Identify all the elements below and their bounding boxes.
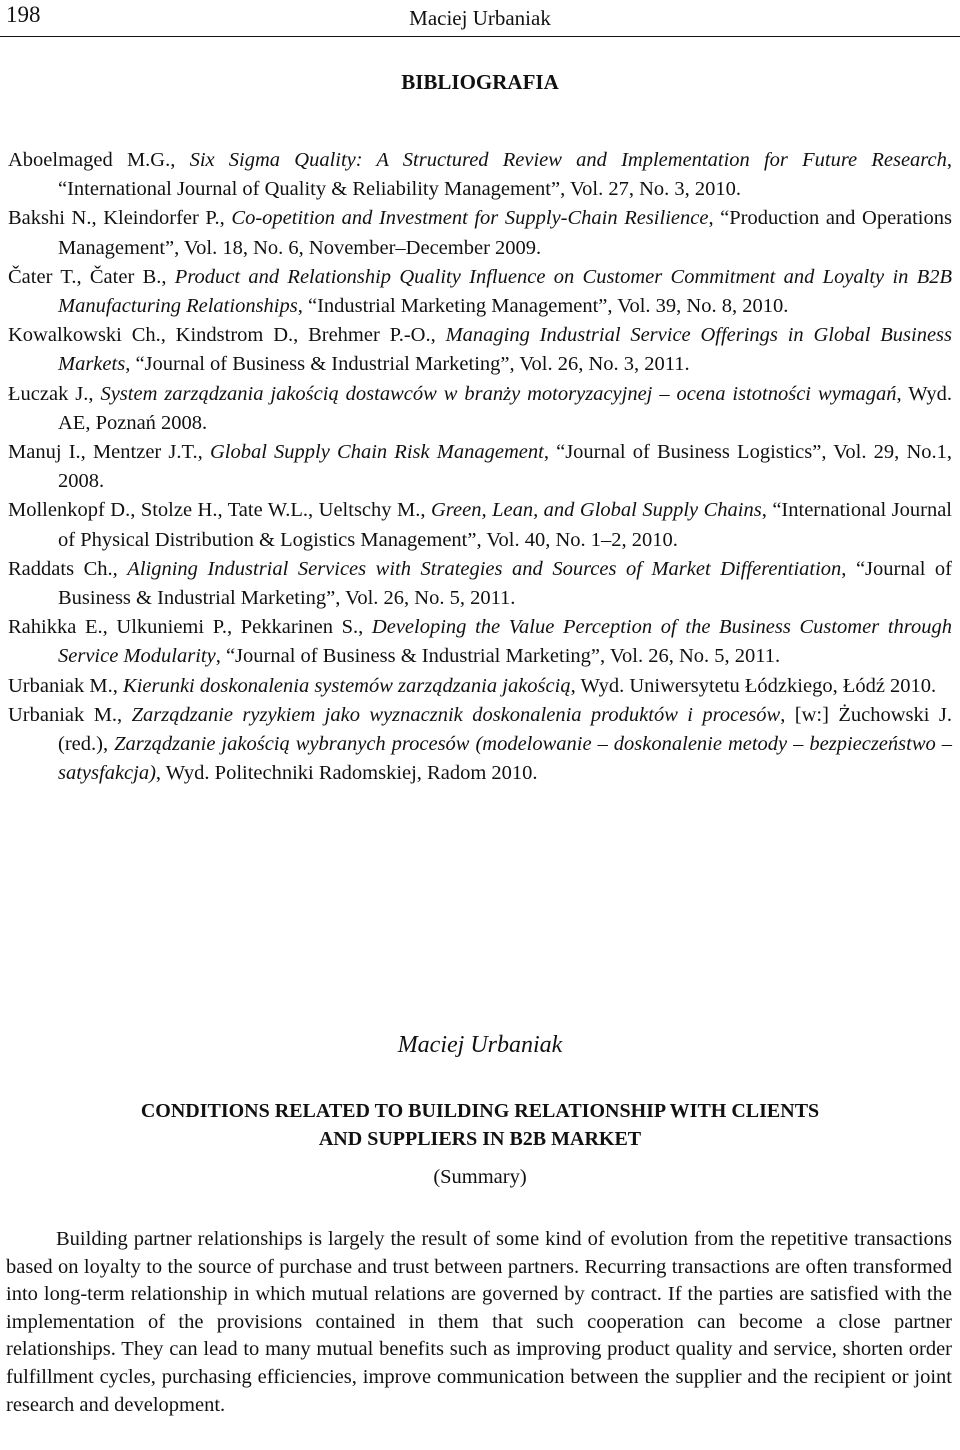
reference-title: Product and Relationship Quality Influence on Customer Commitment and Loyalty in B2B Manufacturing Relationships bbox=[58, 265, 952, 318]
reference-item: Aboelmaged M.G., Six Sigma Quality: A Structured Review and Implementation for Future Research, “International Journal of Quality & Reliability Management”, Vol. 27, No. 3, 2010. bbox=[8, 149, 952, 201]
reference-item: Urbaniak M., Kierunki doskonalenia systemów zarządzania jakością, Wyd. Uniwersytetu Łódzkiego, Łódź 2010. bbox=[8, 674, 937, 697]
reference-title: Developing the Value Perception of the Business Customer through Service Modularity bbox=[58, 616, 952, 668]
reference-title: Zarządzanie ryzykiem jako wyznacznik doskonalenia produktów i procesów bbox=[131, 703, 781, 726]
reference-item: Raddats Ch., Aligning Industrial Services with Strategies and Sources of Market Differentiation, “Journal of Business & Industrial Marketing”, Vol. 26, No. 5, 2011. bbox=[8, 557, 953, 610]
reference-title: Zarządzanie jakością wybranych procesów (modelowanie – doskonalenie metody – bezpieczeństwo – satysfakcja) bbox=[58, 733, 952, 785]
reference-title: System zarządzania jakością dostawców w branży motoryzacyjnej – ocena istotności wymagań bbox=[100, 382, 897, 405]
reference-item: Łuczak J., System zarządzania jakością dostawców w branży motoryzacyjnej – ocena istotności wymagań, Wyd. AE, Poznań 2008. bbox=[8, 382, 952, 434]
reference-title: Global Supply Chain Risk Management bbox=[209, 441, 544, 464]
page-number: 198 bbox=[6, 2, 41, 27]
bibliography-list bbox=[8, 146, 952, 788]
header-rule bbox=[0, 36, 960, 37]
reference-item: Bakshi N., Kleindorfer P., Co-opetition and Investment for Supply-Chain Resilience, “Production and Operations Management”, Vol. 18, No. 6, November–December 2009. bbox=[8, 207, 952, 259]
summary-title: CONDITIONS RELATED TO BUILDING RELATIONSHIP WITH CLIENTS AND SUPPLIERS IN B2B MARKET bbox=[140, 1100, 820, 1150]
reference-item: Rahikka E., Ulkuniemi P., Pekkarinen S., Developing the Value Perception of the Business Customer through Service Modularity, “Journal of Business & Industrial Marketing”, Vol. 26, No. 5, 2011. bbox=[8, 616, 952, 668]
running-head-author: Maciej Urbaniak bbox=[409, 6, 551, 30]
summary-author: Maciej Urbaniak bbox=[397, 1032, 563, 1058]
summary-body: Building partner relationships is largely the result of some kind of evolution from the repetitive transactions based on loyalty to the source of purchase and trust between partners. Recurring transactions are often transformed into long-term relationship in which mutual relations are governed by contract. If the parties are satisfied with the implementation of the provisions contained in them that such cooperation can become a close partner relationships. They can lead to many mutual benefits such as improving product quality and service, shorten order fulfillment cycles, purchasing efficiencies, improve communication between the supplier and the recipient or joint research and development. bbox=[6, 1228, 952, 1416]
reference-item: Čater T., Čater B., Product and Relationship Quality Influence on Customer Commitment and Loyalty in B2B Manufacturing Relationships, “Industrial Marketing Management”, Vol. 39, No. 8, 2010. bbox=[8, 265, 952, 318]
page-header bbox=[0, 2, 960, 36]
summary-label: (Summary) bbox=[433, 1166, 527, 1188]
reference-title: Six Sigma Quality: A Structured Review and Implementation for Future Research bbox=[189, 149, 947, 171]
reference-title: Kierunki doskonalenia systemów zarządzania jakością bbox=[123, 674, 571, 697]
reference-title: Managing Industrial Service Offerings in Global Business Markets bbox=[58, 324, 952, 376]
bibliography-heading: BIBLIOGRAFIA bbox=[401, 70, 559, 94]
reference-item: Urbaniak M., Zarządzanie ryzykiem jako wyznacznik doskonalenia produktów i procesów, [w:] Żuchowski J. (red.), Zarządzanie jakością wybranych procesów (modelowanie – doskonalenie metody – bezpieczeństwo – satysfakcja), Wyd. Politechniki Radomskiej, Radom 2010. bbox=[8, 703, 952, 785]
reference-item: Mollenkopf D., Stolze H., Tate W.L., Ueltschy M., Green, Lean, and Global Supply Chains, “International Journal of Physical Distribution & Logistics Management”, Vol. 40, No. 1–2, 2010. bbox=[8, 499, 952, 551]
reference-item: Manuj I., Mentzer J.T., Global Supply Chain Risk Management, “Journal of Business Logistics”, Vol. 29, No.1, 2008. bbox=[8, 441, 952, 493]
reference-item: Kowalkowski Ch., Kindstrom D., Brehmer P.-O., Managing Industrial Service Offerings in Global Business Markets, “Journal of Business & Industrial Marketing”, Vol. 26, No. 3, 2011. bbox=[8, 324, 952, 376]
reference-title: Green, Lean, and Global Supply Chains bbox=[430, 499, 762, 522]
reference-title: Co-opetition and Investment for Supply-Chain Resilience bbox=[231, 207, 709, 230]
reference-title: Aligning Industrial Services with Strategies and Sources of Market Differentiation bbox=[127, 557, 842, 580]
